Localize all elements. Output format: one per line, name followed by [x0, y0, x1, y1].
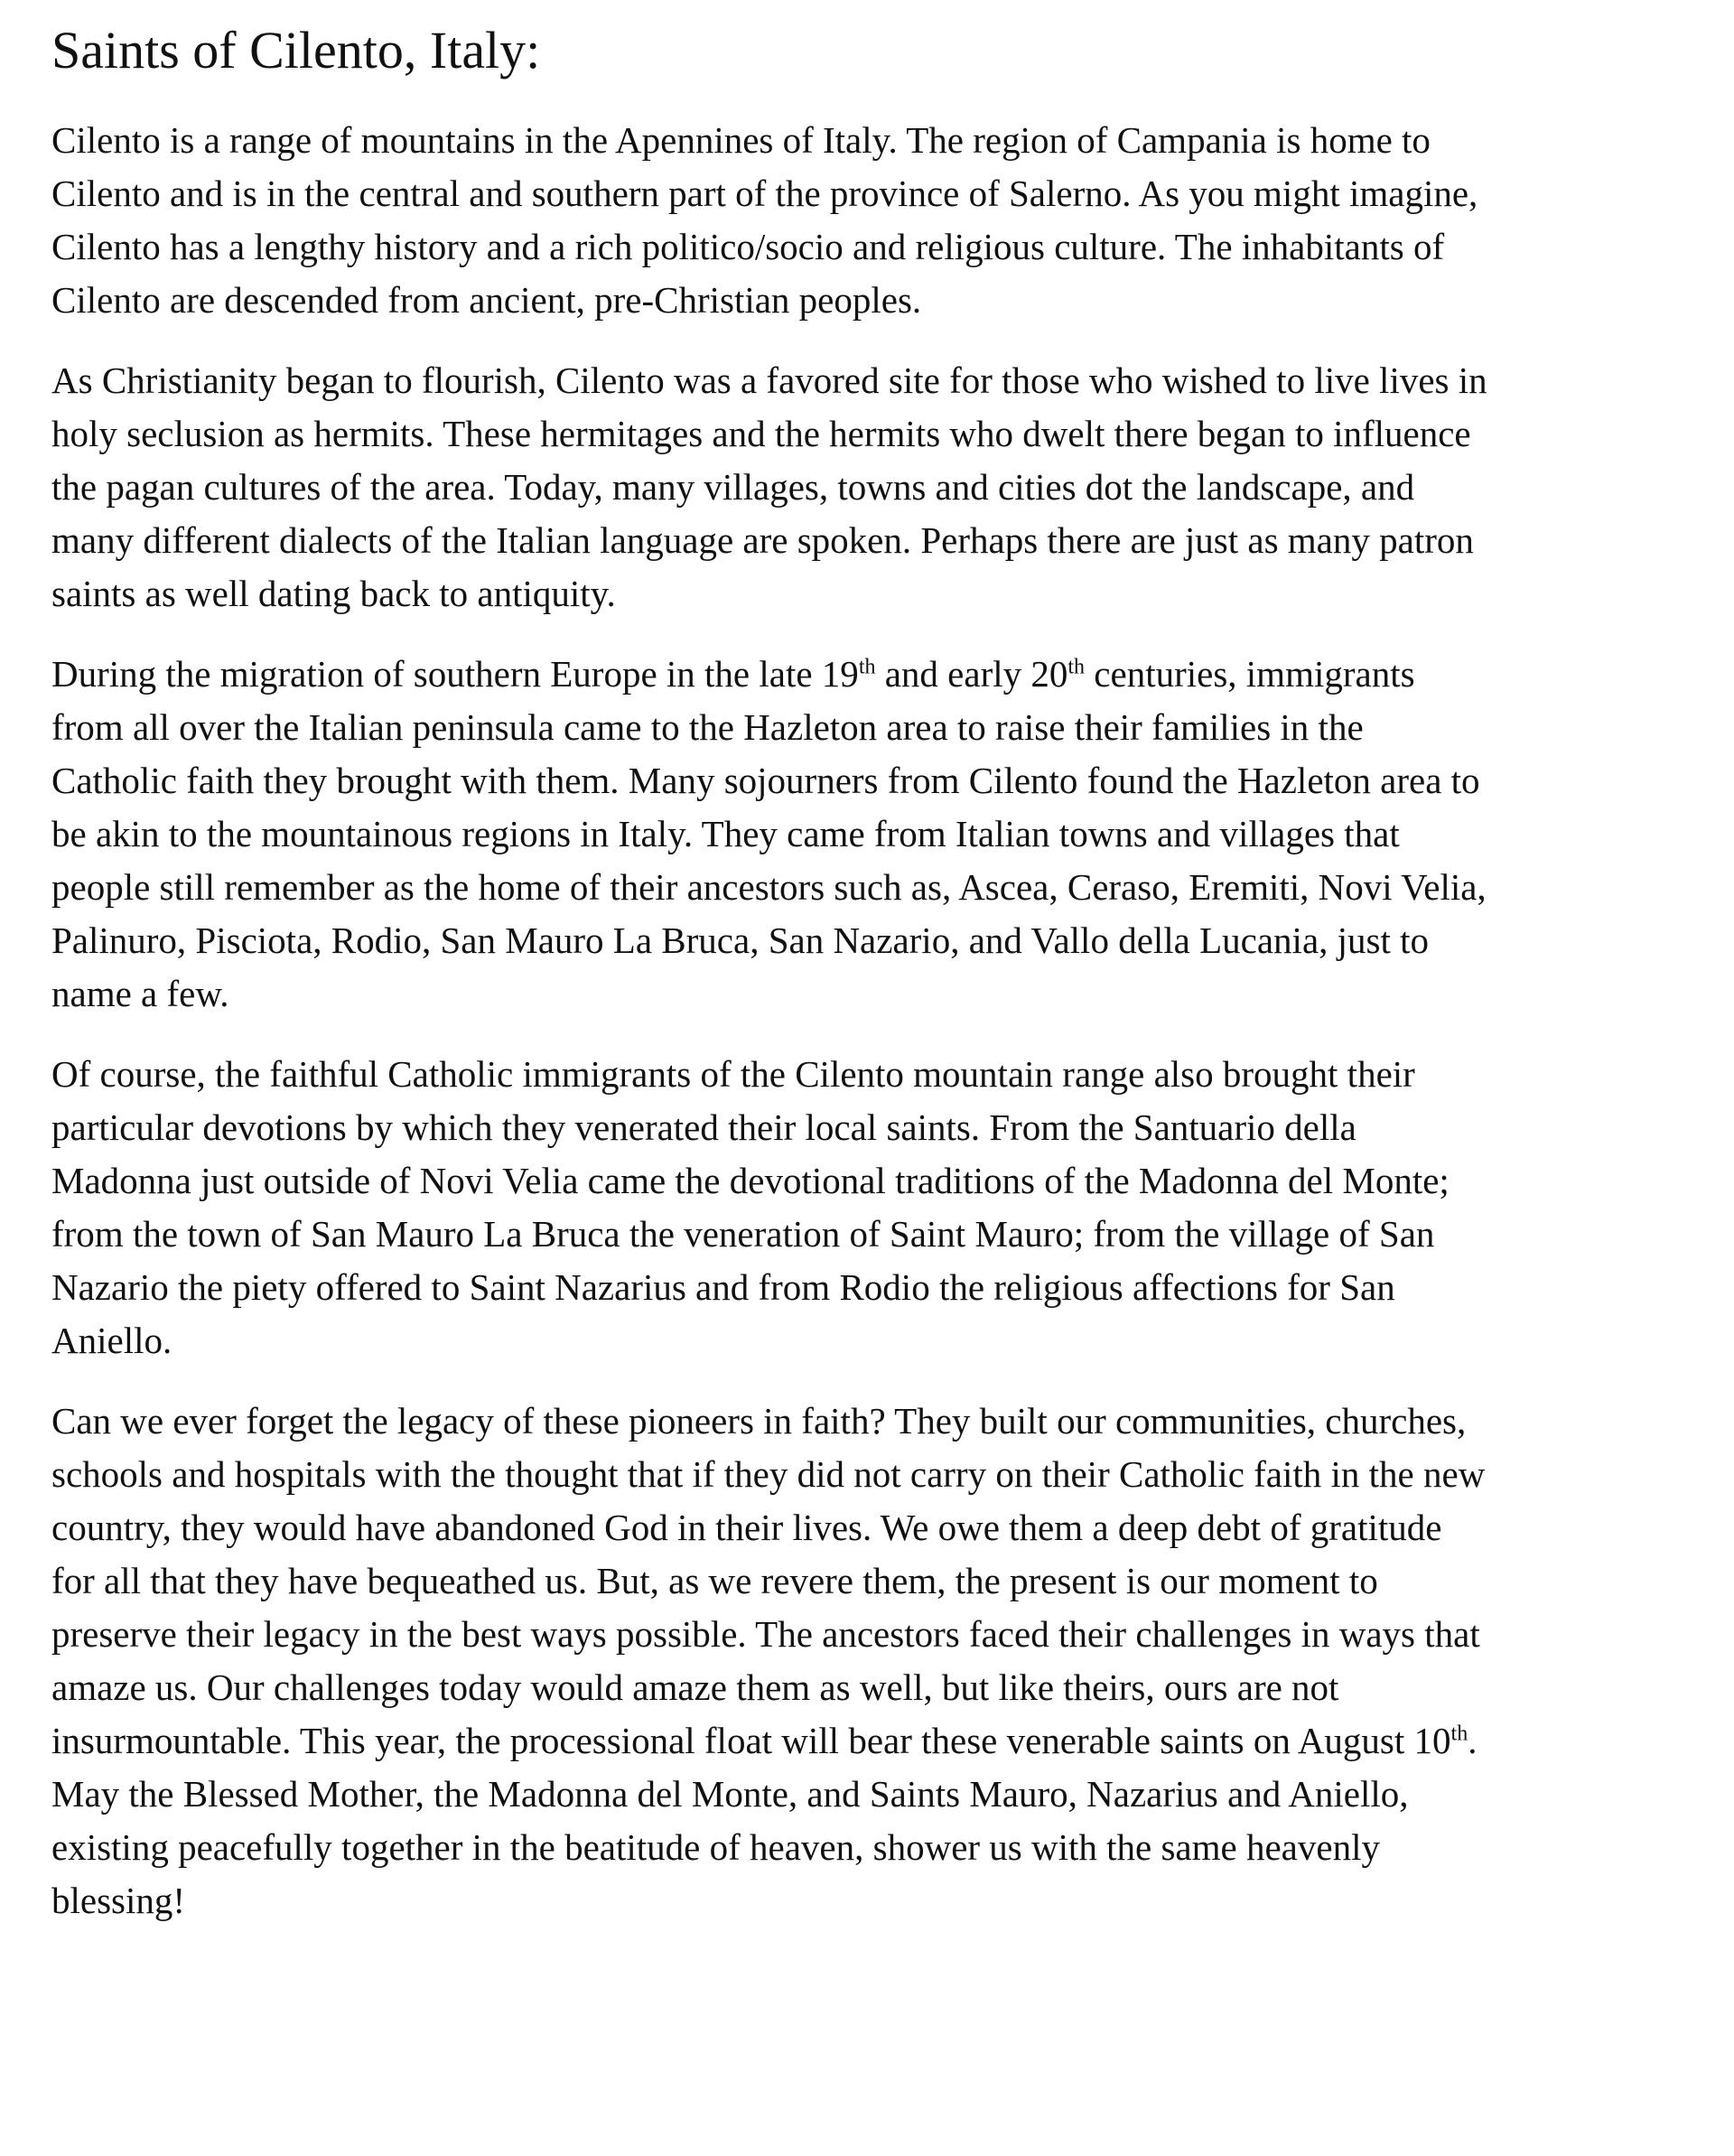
text-fragment: and early 20: [875, 653, 1068, 695]
text-line: As Christianity began to flourish, Cilento was a favored site for those who wished to live lives in: [51, 359, 1487, 401]
text-line: Can we ever forget the legacy of these pioneers in faith? They built our communities, churches,: [51, 1400, 1467, 1442]
text-line: [51, 653, 1415, 695]
superscript: th: [858, 655, 876, 679]
text-line: name a few.: [51, 973, 229, 1014]
paragraph-legacy: [51, 1395, 1618, 1927]
text-line: Cilento and is in the central and southern part of the province of Salerno. As you might imagine,: [51, 173, 1478, 214]
paragraph-intro: [51, 114, 1618, 327]
text-line: Madonna just outside of Novi Velia came the devotional traditions of the Madonna del Monte;: [51, 1160, 1450, 1201]
text-line: particular devotions by which they venerated their local saints. From the Santuario della: [51, 1106, 1356, 1148]
text-line: existing peacefully together in the beatitude of heaven, shower us with the same heavenly: [51, 1826, 1380, 1868]
text-line: be akin to the mountainous regions in Italy. They came from Italian towns and villages that: [51, 813, 1400, 854]
text-line: Nazario the piety offered to Saint Nazarius and from Rodio the religious affections for San: [51, 1266, 1395, 1308]
text-line: country, they would have abandoned God in their lives. We owe them a deep debt of gratitude: [51, 1507, 1442, 1548]
text-line: Cilento are descended from ancient, pre-Christian peoples.: [51, 279, 922, 321]
text-line: Of course, the faithful Catholic immigrants of the Cilento mountain range also brought their: [51, 1053, 1415, 1095]
text-line: the pagan cultures of the area. Today, many villages, towns and cities dot the landscape, and: [51, 466, 1415, 508]
page-title: Saints of Cilento, Italy:: [51, 21, 541, 79]
text-line: from the town of San Mauro La Bruca the veneration of Saint Mauro; from the village of San: [51, 1213, 1435, 1255]
text-line: Aniello.: [51, 1320, 172, 1361]
text-fragment: .: [1468, 1720, 1478, 1761]
text-fragment: During the migration of southern Europe in the late 19: [51, 653, 859, 695]
text-line: from all over the Italian peninsula came to the Hazleton area to raise their families in the: [51, 706, 1364, 748]
text-line: [51, 1720, 1477, 1761]
document-page: [51, 16, 1618, 1955]
text-fragment: centuries, immigrants: [1085, 653, 1415, 695]
paragraph-devotions: [51, 1048, 1618, 1367]
text-line: Catholic faith they brought with them. Many sojourners from Cilento found the Hazleton area to: [51, 760, 1480, 801]
text-line: saints as well dating back to antiquity.: [51, 573, 616, 614]
text-line: many different dialects of the Italian language are spoken. Perhaps there are just as many patron: [51, 519, 1474, 561]
text-line: schools and hospitals with the thought that if they did not carry on their Catholic faith in the new: [51, 1453, 1486, 1495]
text-line: Cilento has a lengthy history and a rich politico/socio and religious culture. The inhabitants of: [51, 226, 1445, 267]
text-line: Cilento is a range of mountains in the Apennines of Italy. The region of Campania is home to: [51, 119, 1431, 161]
paragraph-migration: [51, 648, 1618, 1021]
text-line: for all that they have bequeathed us. But, as we revere them, the present is our moment to: [51, 1560, 1378, 1601]
text-line: preserve their legacy in the best ways possible. The ancestors faced their challenges in ways that: [51, 1613, 1480, 1655]
text-line: amaze us. Our challenges today would amaze them as well, but like theirs, ours are not: [51, 1666, 1339, 1708]
text-fragment: insurmountable. This year, the processional float will bear these venerable saints on August 10: [51, 1720, 1451, 1761]
text-line: Palinuro, Pisciota, Rodio, San Mauro La Bruca, San Nazario, and Vallo della Lucania, just to: [51, 919, 1430, 961]
text-line: blessing!: [51, 1880, 186, 1921]
superscript: th: [1067, 655, 1086, 679]
text-line: holy seclusion as hermits. These hermitages and the hermits who dwelt there began to influence: [51, 413, 1471, 454]
text-line: people still remember as the home of their ancestors such as, Ascea, Ceraso, Eremiti, Novi Velia,: [51, 866, 1487, 908]
superscript: th: [1450, 1722, 1468, 1746]
paragraph-christianity: [51, 354, 1618, 621]
text-line: May the Blessed Mother, the Madonna del Monte, and Saints Mauro, Nazarius and Aniello,: [51, 1773, 1409, 1815]
